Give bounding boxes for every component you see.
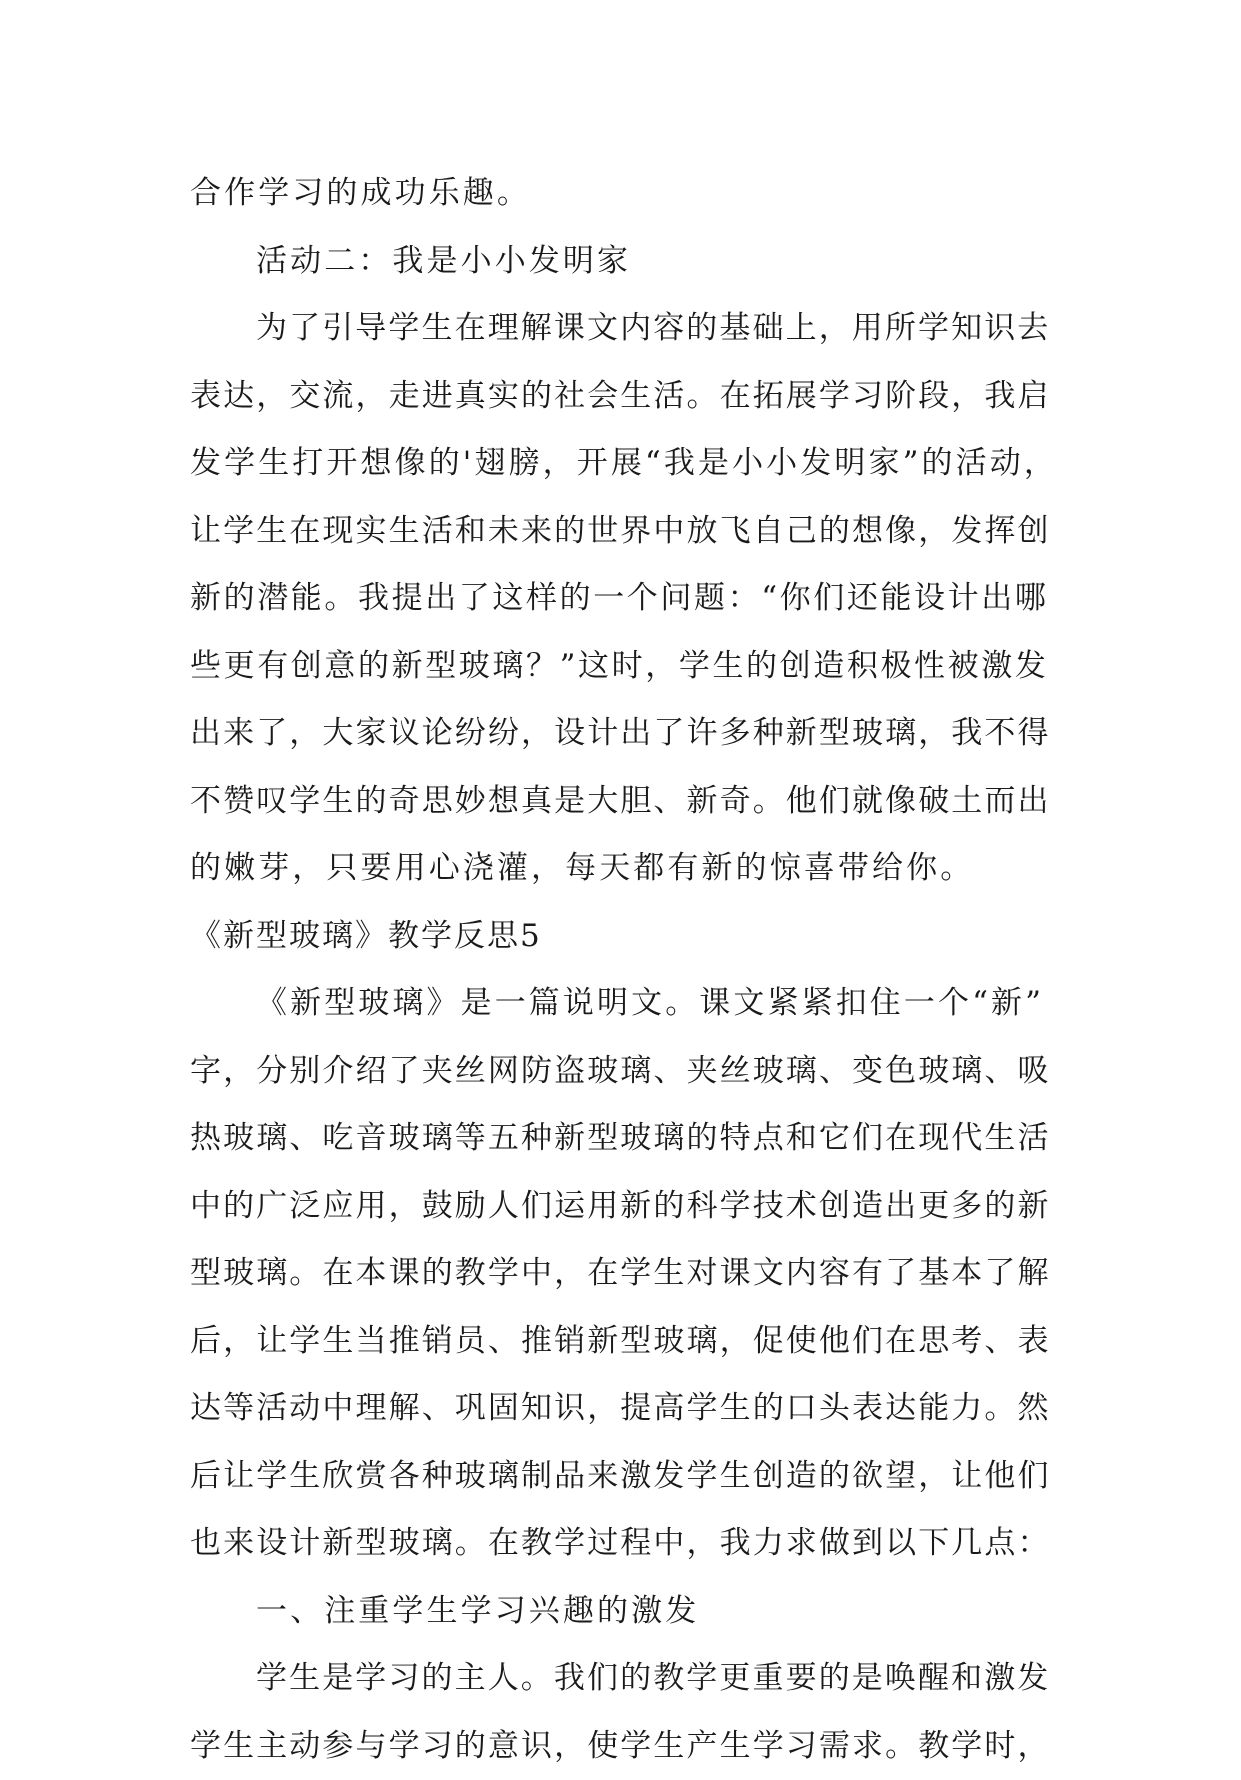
text-line: 让学生在现实生活和未来的世界中放飞自己的想像，发挥创 <box>190 498 1060 566</box>
text-line: 不赞叹学生的奇思妙想真是大胆、新奇。他们就像破土而出 <box>190 768 1060 836</box>
text-line: 学生主动参与学习的意识，使学生产生学习需求。教学时， <box>190 1713 1060 1780</box>
document-body <box>190 160 1060 1780</box>
text-line: 热玻璃、吃音玻璃等五种新型玻璃的特点和它们在现代生活 <box>190 1105 1060 1173</box>
text-line: 发学生打开想像的'翅膀，开展“我是小小发明家”的活动， <box>190 430 1060 498</box>
text-line: 也来设计新型玻璃。在教学过程中，我力求做到以下几点： <box>190 1510 1060 1578</box>
text-line: 些更有创意的新型玻璃？”这时，学生的创造积极性被激发 <box>190 633 1060 701</box>
text-line: 字，分别介绍了夹丝网防盗玻璃、夹丝玻璃、变色玻璃、吸 <box>190 1038 1060 1106</box>
text-line: 合作学习的成功乐趣。 <box>190 160 1060 228</box>
text-line: 学生是学习的主人。我们的教学更重要的是唤醒和激发 <box>190 1645 1060 1713</box>
text-line: 的嫩芽，只要用心浇灌，每天都有新的惊喜带给你。 <box>190 835 1060 903</box>
text-line: 活动二：我是小小发明家 <box>190 228 1060 296</box>
section-title: 《新型玻璃》教学反思5 <box>190 903 1060 971</box>
text-line: 出来了，大家议论纷纷，设计出了许多种新型玻璃，我不得 <box>190 700 1060 768</box>
text-line: 新的潜能。我提出了这样的一个问题：“你们还能设计出哪 <box>190 565 1060 633</box>
text-line: 一、注重学生学习兴趣的激发 <box>190 1578 1060 1646</box>
text-line: 后，让学生当推销员、推销新型玻璃，促使他们在思考、表 <box>190 1308 1060 1376</box>
text-line: 中的广泛应用，鼓励人们运用新的科学技术创造出更多的新 <box>190 1173 1060 1241</box>
text-line: 《新型玻璃》是一篇说明文。课文紧紧扣住一个“新” <box>190 970 1060 1038</box>
text-line: 达等活动中理解、巩固知识，提高学生的口头表达能力。然 <box>190 1375 1060 1443</box>
text-line: 为了引导学生在理解课文内容的基础上，用所学知识去 <box>190 295 1060 363</box>
text-line: 后让学生欣赏各种玻璃制品来激发学生创造的欲望，让他们 <box>190 1443 1060 1511</box>
text-line: 表达，交流，走进真实的社会生活。在拓展学习阶段，我启 <box>190 363 1060 431</box>
text-line: 型玻璃。在本课的教学中，在学生对课文内容有了基本了解 <box>190 1240 1060 1308</box>
